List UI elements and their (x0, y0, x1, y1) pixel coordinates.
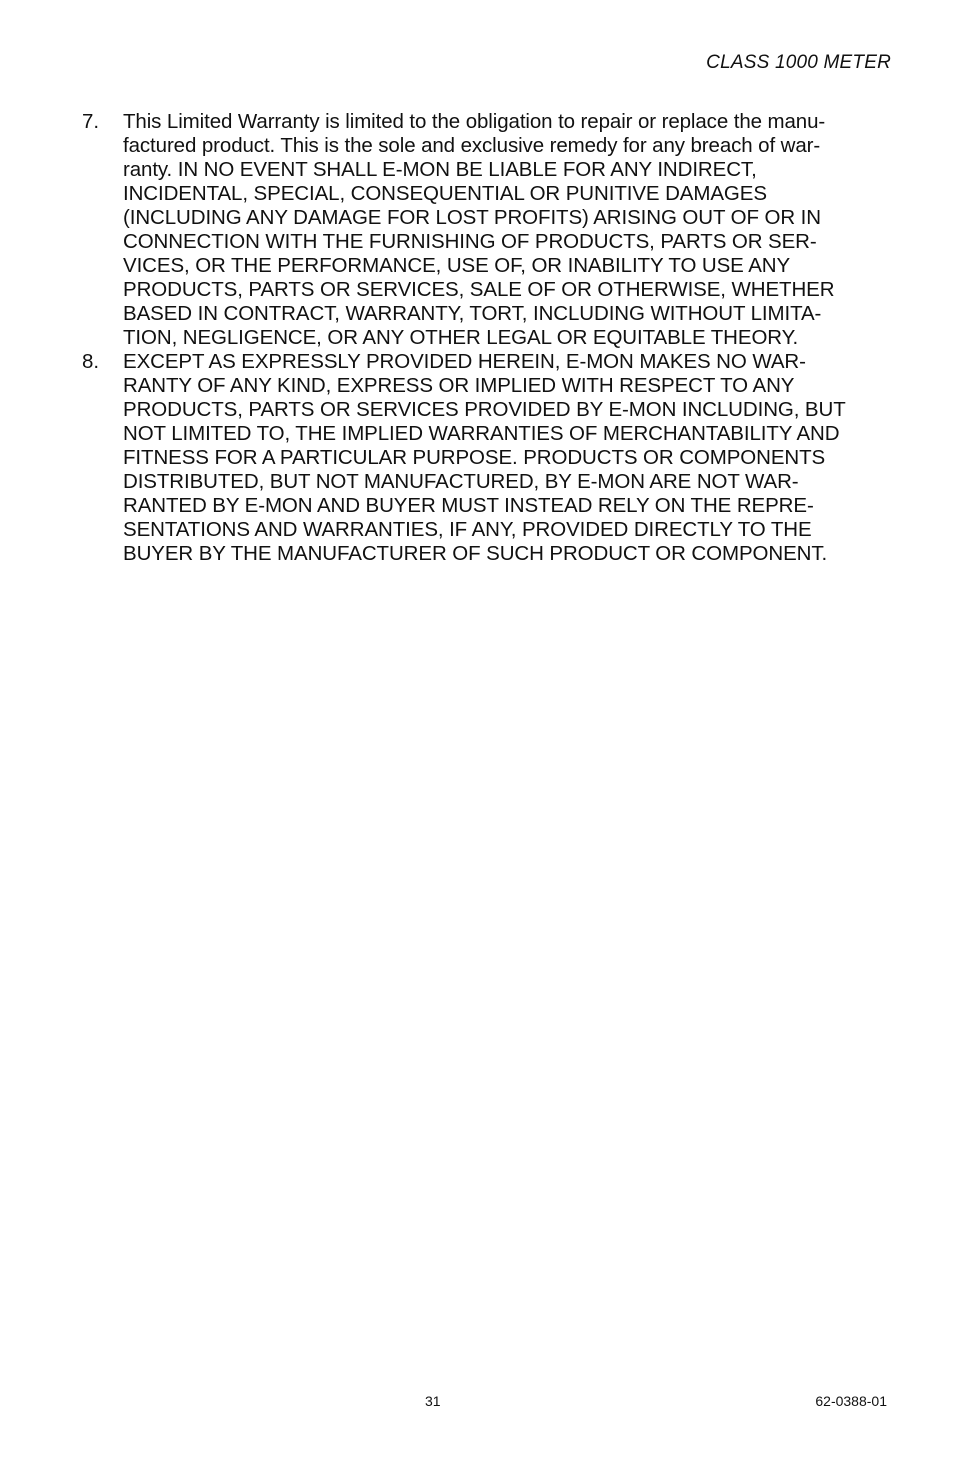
text-line: CONNECTION WITH THE FURNISHING OF PRODUCTS, PARTS OR SER- (123, 230, 817, 253)
item-text (123, 350, 887, 566)
text-line: factured product. This is the sole and exclusive remedy for any breach of war- (123, 134, 821, 157)
text-line: ranty. IN NO EVENT SHALL E-MON BE LIABLE FOR ANY INDIRECT, (123, 158, 757, 181)
text-line: VICES, OR THE PERFORMANCE, USE OF, OR INABILITY TO USE ANY (123, 254, 791, 277)
text-line: DISTRIBUTED, BUT NOT MANUFACTURED, BY E-MON ARE NOT WAR- (123, 470, 799, 493)
text-line: RANTY OF ANY KIND, EXPRESS OR IMPLIED WITH RESPECT TO ANY (123, 374, 795, 397)
text-line: PRODUCTS, PARTS OR SERVICES PROVIDED BY E-MON INCLUDING, BUT (123, 398, 846, 421)
text-line: BASED IN CONTRACT, WARRANTY, TORT, INCLUDING WITHOUT LIMITA- (123, 302, 822, 325)
page-number: 31 (425, 1393, 441, 1409)
warranty-item-8 (82, 350, 887, 566)
text-line: (INCLUDING ANY DAMAGE FOR LOST PROFITS) ARISING OUT OF OR IN (123, 206, 821, 229)
item-number: 7. (82, 110, 100, 133)
text-line: PRODUCTS, PARTS OR SERVICES, SALE OF OR OTHERWISE, WHETHER (123, 278, 835, 301)
item-text (123, 110, 887, 350)
text-line: SENTATIONS AND WARRANTIES, IF ANY, PROVIDED DIRECTLY TO THE (123, 518, 812, 541)
warranty-items (82, 110, 887, 566)
text-line: This Limited Warranty is limited to the obligation to repair or replace the manu- (123, 110, 826, 133)
text-line: EXCEPT AS EXPRESSLY PROVIDED HEREIN, E-MON MAKES NO WAR- (123, 350, 806, 373)
text-line: NOT LIMITED TO, THE IMPLIED WARRANTIES OF MERCHANTABILITY AND (123, 422, 840, 445)
item-number: 8. (82, 350, 100, 373)
text-line: TION, NEGLIGENCE, OR ANY OTHER LEGAL OR EQUITABLE THEORY. (123, 326, 799, 349)
running-header: CLASS 1000 METER (706, 52, 891, 73)
text-line: FITNESS FOR A PARTICULAR PURPOSE. PRODUCTS OR COMPONENTS (123, 446, 826, 469)
document-number: 62-0388-01 (815, 1393, 887, 1409)
text-line: BUYER BY THE MANUFACTURER OF SUCH PRODUCT OR COMPONENT. (123, 542, 828, 565)
text-line: RANTED BY E-MON AND BUYER MUST INSTEAD RELY ON THE REPRE- (123, 494, 814, 517)
warranty-item-7 (82, 110, 887, 350)
text-line: INCIDENTAL, SPECIAL, CONSEQUENTIAL OR PUNITIVE DAMAGES (123, 182, 767, 205)
